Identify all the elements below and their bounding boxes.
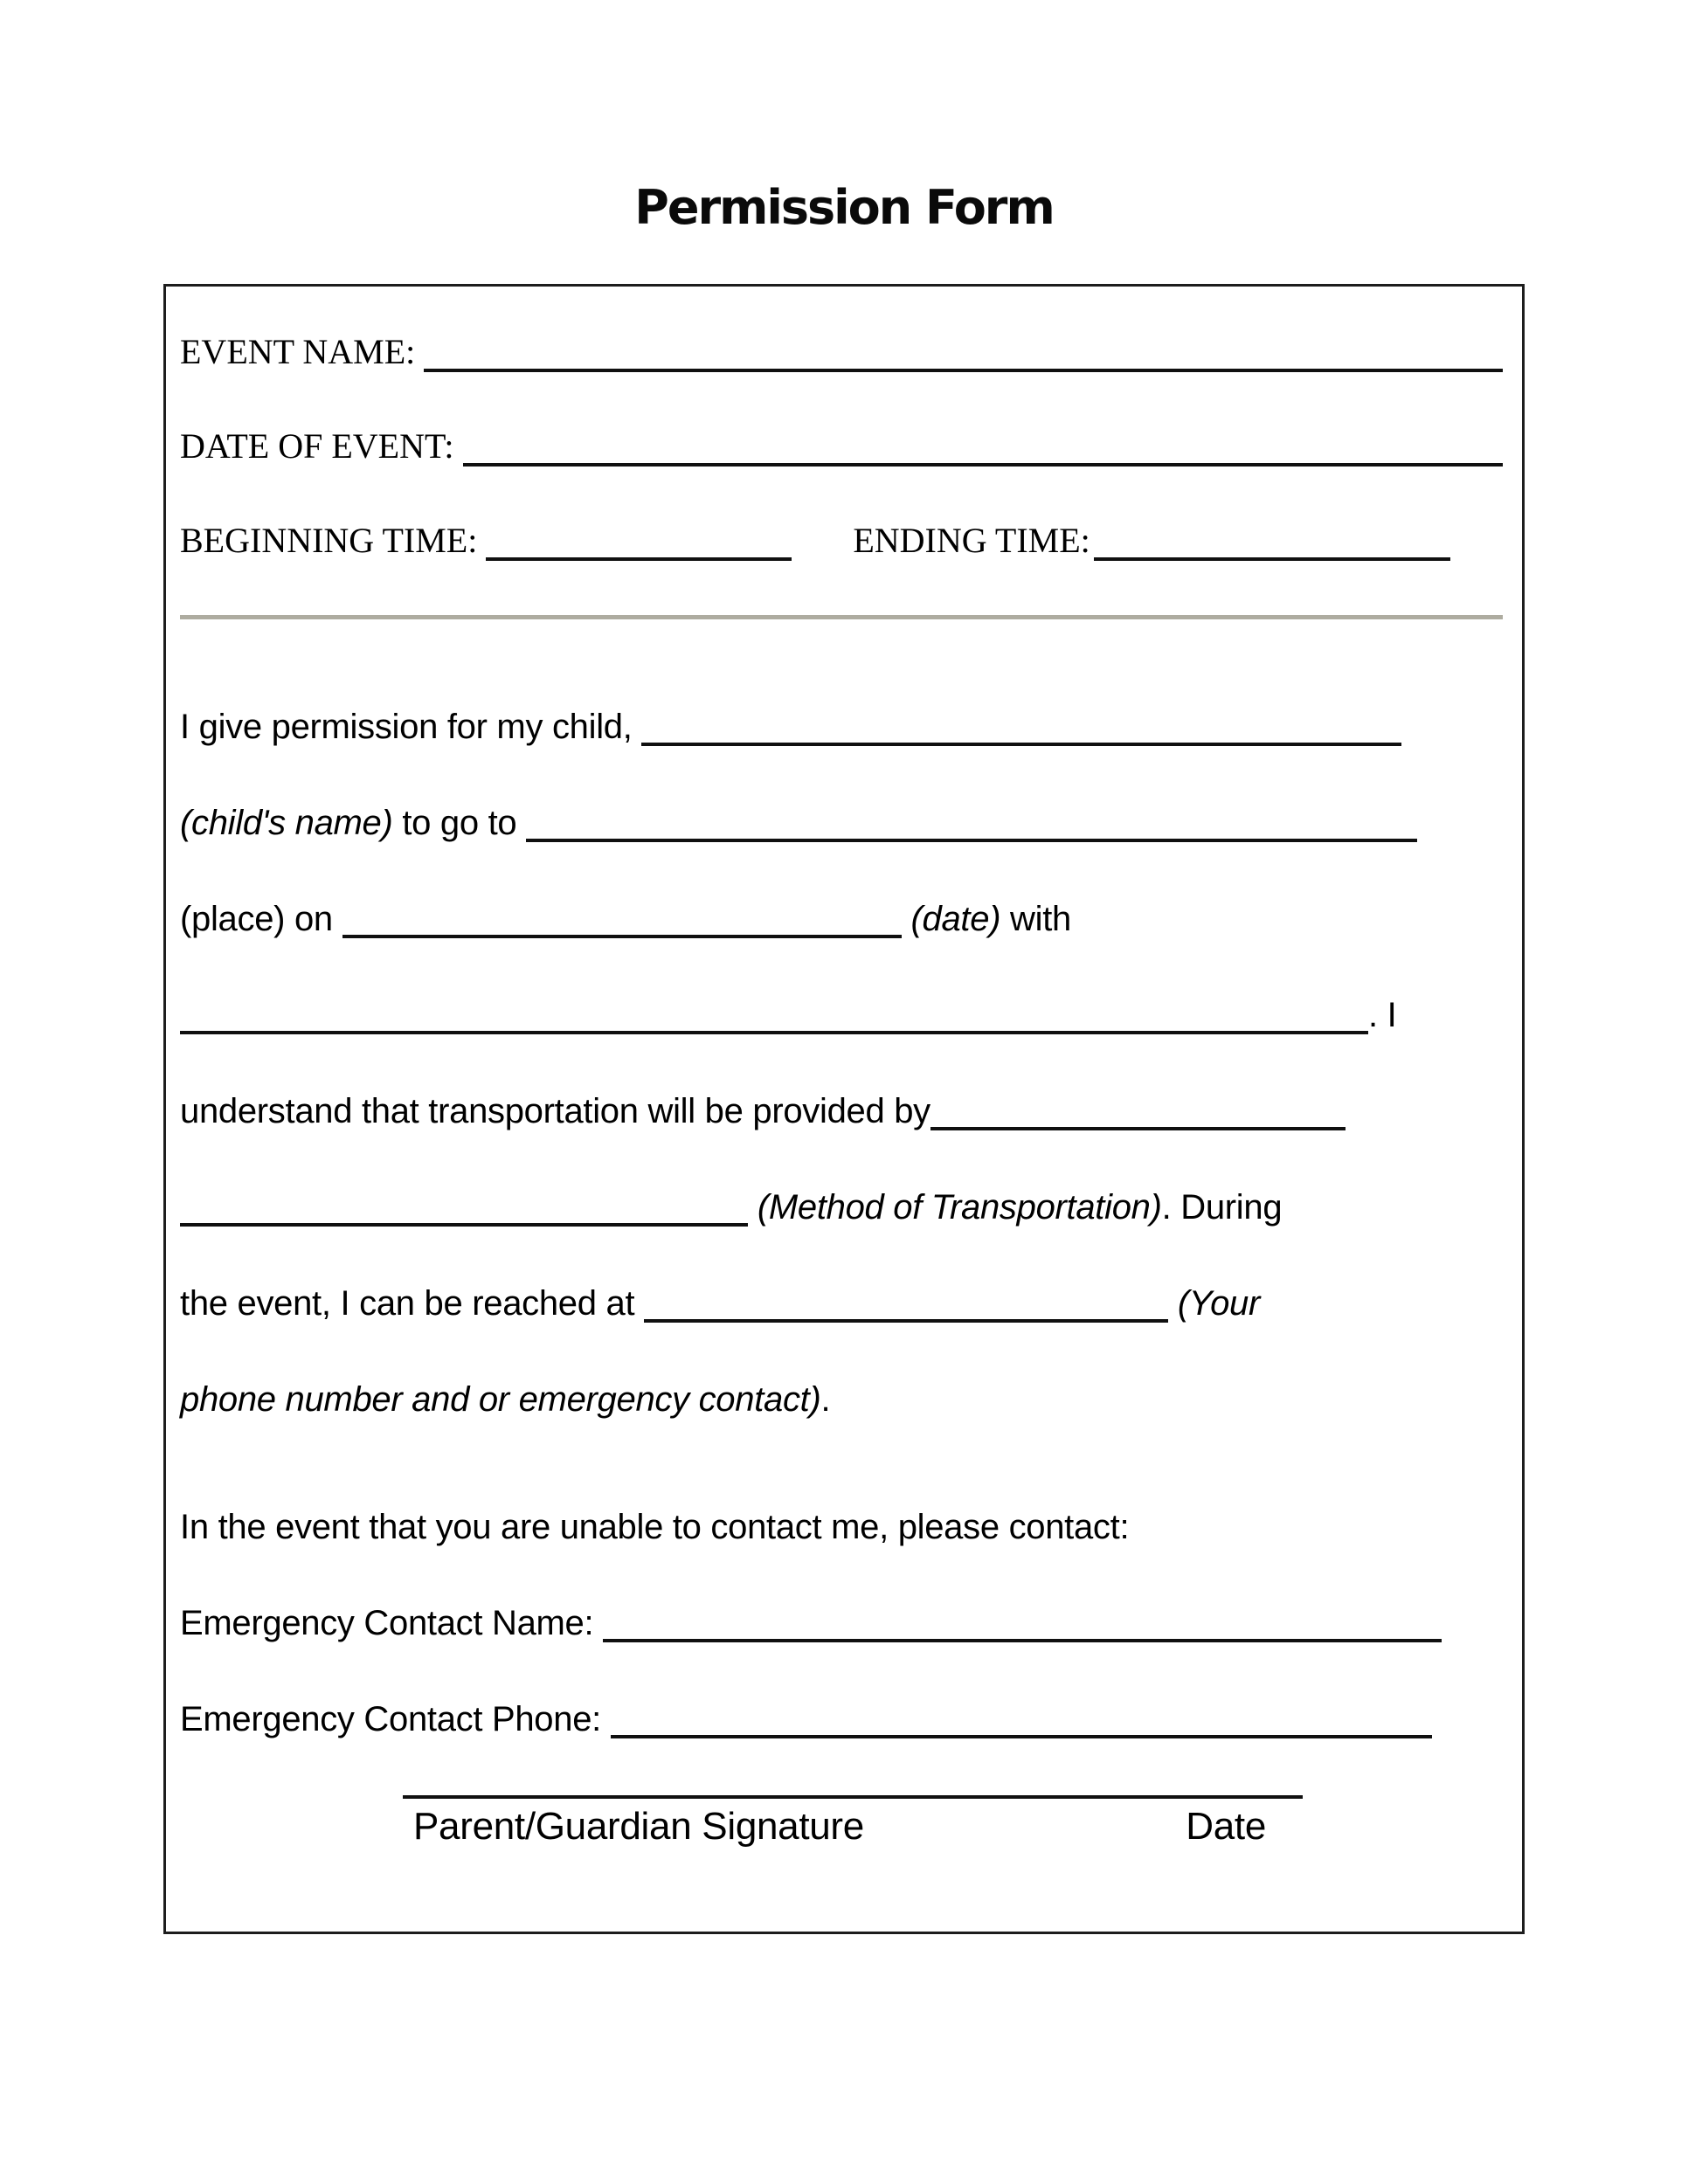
body-text: In the event that you are unable to contact me, please contact: <box>180 1508 1130 1546</box>
accompanying-party-field[interactable] <box>180 1031 1368 1034</box>
body-text: (place) on <box>180 900 342 938</box>
body-paragraph <box>180 1603 1503 1643</box>
body-paragraph <box>180 1699 1503 1739</box>
hint-text: (child's name) <box>180 804 393 842</box>
body-text: the event, I can be reached at <box>180 1284 645 1323</box>
body-text <box>902 900 911 938</box>
date-of-event-field[interactable] <box>463 456 1503 467</box>
page-title: Permission Form <box>634 180 1054 235</box>
hint-text: phone number and or emergency contact) <box>180 1380 821 1419</box>
body-text: I give permission for my child, <box>180 708 642 746</box>
parent-guardian-signature-label: Parent/Guardian Signature <box>413 1805 864 1848</box>
body-text: understand that transportation will be provided by <box>180 1092 930 1130</box>
ending-time-label: ENDING TIME: <box>853 521 1090 560</box>
emergency-contact-phone-field[interactable] <box>611 1735 1432 1738</box>
event-name-label: EVENT NAME: <box>180 332 416 371</box>
signature-labels-row <box>403 1799 1303 1848</box>
date-field[interactable] <box>342 935 902 938</box>
form-box <box>163 284 1525 1934</box>
emergency-contact-name-field[interactable] <box>603 1639 1442 1642</box>
body-text <box>748 1188 758 1227</box>
body-text: to go to <box>392 804 527 842</box>
body-text: Emergency Contact Name: <box>180 1604 604 1642</box>
transportation-method-field[interactable] <box>180 1223 748 1227</box>
body-paragraph <box>180 1283 1503 1324</box>
beginning-time-label: BEGINNING TIME: <box>180 521 478 560</box>
body-paragraph <box>180 899 1503 939</box>
date-label: Date <box>1186 1805 1266 1848</box>
date-of-event-label: DATE OF EVENT: <box>180 426 454 466</box>
child-name-field[interactable] <box>641 743 1401 746</box>
body-text: . I <box>1368 996 1397 1034</box>
event-name-field[interactable] <box>424 362 1503 372</box>
body-text <box>1168 1284 1178 1323</box>
hint-text: (date) <box>910 900 1001 938</box>
body-paragraph <box>180 995 1503 1035</box>
transportation-provider-field[interactable] <box>930 1127 1346 1130</box>
ending-time-field[interactable] <box>1094 550 1450 561</box>
body-paragraph <box>180 1507 1503 1547</box>
body-paragraph <box>180 1187 1503 1227</box>
date-of-event-row <box>180 426 1503 467</box>
times-row <box>180 521 1503 561</box>
event-name-row <box>180 332 1503 372</box>
body-text: . <box>820 1380 831 1419</box>
body-paragraph <box>180 1091 1503 1131</box>
hint-text: (Your <box>1177 1284 1261 1323</box>
body-paragraph <box>180 1379 1503 1420</box>
parent-phone-field[interactable] <box>644 1319 1168 1323</box>
body-text: Emergency Contact Phone: <box>180 1700 611 1738</box>
body-paragraph <box>180 707 1503 747</box>
body-text-section <box>180 707 1503 1739</box>
hint-text: (Method of Transportation) <box>757 1188 1162 1227</box>
place-field[interactable] <box>526 839 1417 842</box>
section-divider <box>180 615 1503 619</box>
body-paragraph <box>180 803 1503 843</box>
signature-block <box>403 1795 1303 1848</box>
body-text: . During <box>1161 1188 1283 1227</box>
body-text: with <box>1000 900 1071 938</box>
beginning-time-field[interactable] <box>486 550 792 561</box>
